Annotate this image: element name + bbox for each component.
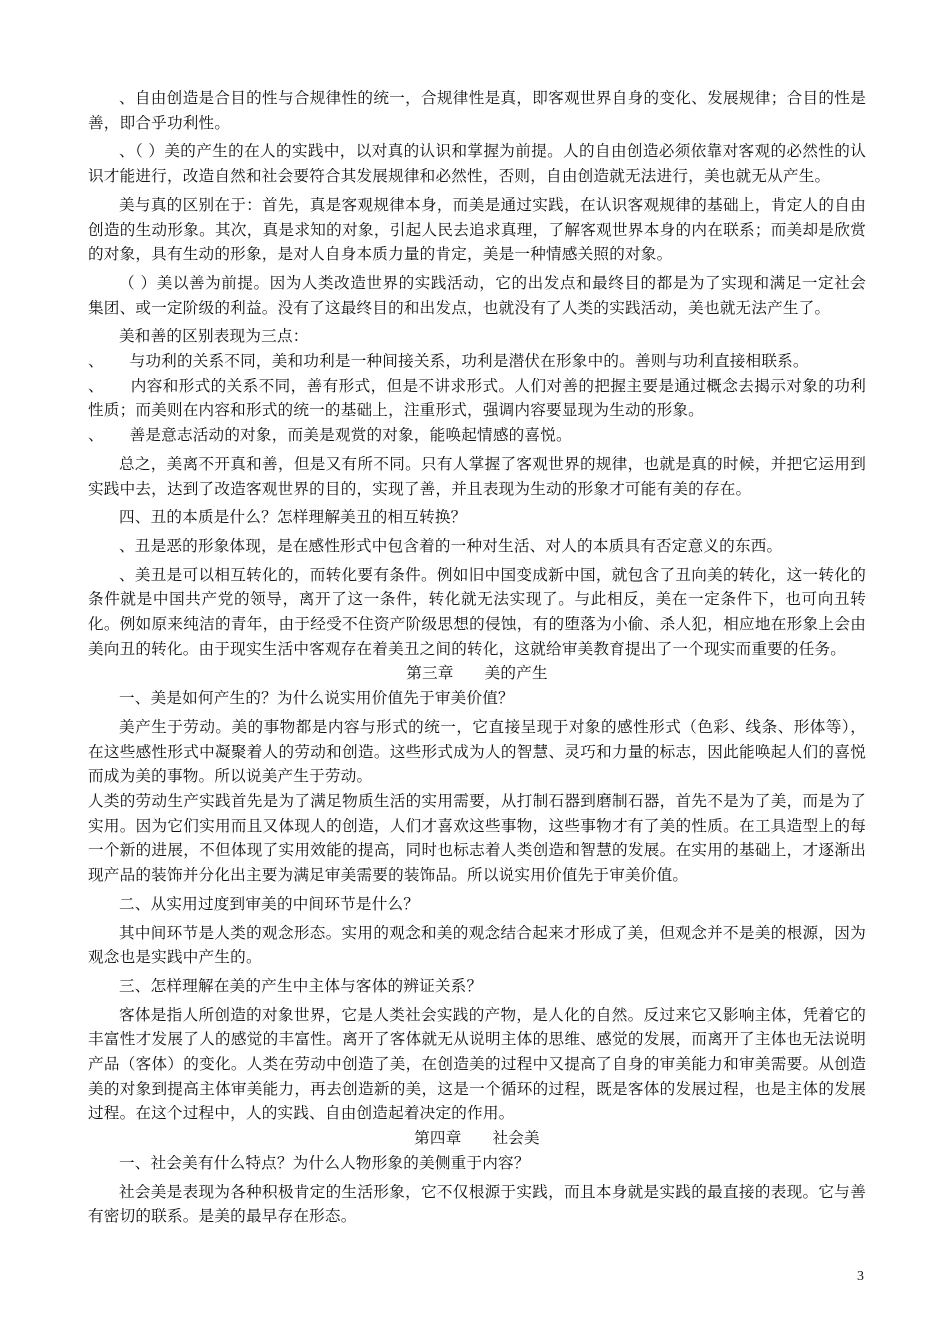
page-number: 3 (857, 1269, 864, 1284)
section-question: 一、社会美有什么特点？为什么人物形象的美侧重于内容？ (119, 1153, 530, 1172)
paragraph: 、自由创造是合目的性与合规律性的统一，合规律性是真，即客观世界自身的变化、发展规律；合目的性是善，即合乎功利性。 (88, 89, 866, 132)
paragraph: 、丑是恶的形象体现，是在感性形式中包含着的一种对生活、对人的本质具有否定意义的东西。 (119, 536, 783, 555)
paragraph: 、美丑是可以相互转化的，而转化要有条件。例如旧中国变成新中国，就包含了丑向美的转化，这一转化的条件就是中国共产党的领导，离开了这一条件，转化就无法实现了。与此相反，美在一定条件下，也可向丑转化。例如原来纯洁的青年，由于经受不住资产阶级思想的侵蚀，有的堕落为小偷、杀人犯，相应地在形象上会由美向丑的转化。由于现实生活中客观存在着美丑之间的转化，这就给审美教育提出了一个现实而重要的任务。 (88, 565, 866, 658)
section-question: 四、丑的本质是什么？怎样理解美丑的相互转换？ (119, 508, 467, 527)
list-item: 、 内容和形式的关系不同，善有形式，但是不讲求形式。人们对善的把握主要是通过概念去揭示对象的功利性质；而美则在内容和形式的统一的基础上，注重形式，强调内容要显现为生动的形象。 (88, 376, 866, 420)
paragraph: 美产生于劳动。美的事物都是内容与形式的统一，它直接呈现于对象的感性形式（色彩、线条、形体等），在这些感性形式中凝聚着人的劳动和创造。这些形式成为人的智慧、灵巧和力量的标志，因此能唤起人们的喜悦而成为美的事物。所以说美产生于劳动。 (88, 717, 866, 786)
paragraph: 客体是指人所创造的对象世界，它是人类社会实践的产物，是人化的自然。反过来它又影响主体，凭着它的丰富性才发展了人的感觉的丰富性。离开了客体就无从说明主体的思维、感觉的发展，而离开了主体也无法说明产品（客体）的变化。人类在劳动中创造了美，在创造美的过程中又提高了自身的审美能力和审美需要。从创造美的对象到提高主体审美能力，再去创造新的美，这是一个循环的过程，既是客体的发展过程，也是主体的发展过程。在这个过程中，人的实践、自由创造起着决定的作用。 (88, 1005, 866, 1123)
document-body (88, 86, 866, 1229)
list-item: 、 善是意志活动的对象，而美是观赏的对象，能唤起情感的喜悦。 (88, 426, 572, 445)
paragraph: 人类的劳动生产实践首先是为了满足物质生活的实用需要，从打制石器到磨制石器，首先不是为了美，而是为了实用。因为它们实用而且又体现人的创造，人们才喜欢这些事物，这些事物才有了美的性质。在工具造型上的每一个新的进展，不但体现了实用效能的提高，同时也标志着人类创造和智慧的发展。在实用的基础上，才逐渐出现产品的装饰并分化出主要为满足审美需要的装饰品。所以说实用价值先于审美价值。 (88, 791, 866, 885)
list-item: 、 与功利的关系不同，美和功利是一种间接关系，功利是潜伏在形象中的。善则与功利直接相联系。 (88, 352, 809, 371)
paragraph: 其中间环节是人类的观念形态。实用的观念和美的观念结合起来才形成了美，但观念并不是美的根源，因为观念也是实践中产生的。 (88, 923, 866, 967)
chapter-heading: 第三章 美的产生 (406, 664, 548, 683)
paragraph: 社会美是表现为各种积极肯定的生活形象，它不仅根源于实践，而且本身就是实践的最直接的表现。它与善有密切的联系。是美的最早存在形态。 (88, 1182, 866, 1226)
section-question: 二、从实用过度到审美的中间环节是什么？ (119, 894, 420, 913)
paragraph: 、（ ）美的产生的在人的实践中，以对真的认识和掌握为前提。人的自由创造必须依靠对客观的必然性的认识才能进行，改造自然和社会要符合其发展规律和必然性，否则，自由创造就无法进行，美也就无从产生。 (88, 142, 866, 186)
section-question: 一、美是如何产生的？为什么说实用价值先于审美价值？ (119, 689, 514, 708)
paragraph: 美和善的区别表现为三点： (119, 327, 309, 346)
section-question: 三、怎样理解在美的产生中主体与客体的辨证关系？ (119, 976, 483, 995)
paragraph: （ ）美以善为前提。因为人类改造世界的实践活动，它的出发点和最终目的都是为了实现和满足一定社会集团、或一定阶级的利益。没有了这最终目的和出发点，也就没有了人类的实践活动，美也就无法产生了。 (88, 273, 866, 317)
paragraph: 总之，美离不开真和善，但是又有所不同。只有人掌握了客观世界的规律，也就是真的时候，并把它运用到实践中去，达到了改造客观世界的目的，实现了善，并且表现为生动的形象才可能有美的存在。 (88, 454, 866, 498)
paragraph: 美与真的区别在于：首先，真是客观规律本身，而美是通过实践，在认识客观规律的基础上，肯定人的自由创造的生动形象。其次，真是求知的对象，引起人民去追求真理，了解客观世界本身的内在联系；而美却是欣赏的对象，具有生动的形象，是对人自身本质力量的肯定，美是一种情感关照的对象。 (88, 195, 866, 264)
chapter-heading: 第四章 社会美 (414, 1129, 540, 1148)
